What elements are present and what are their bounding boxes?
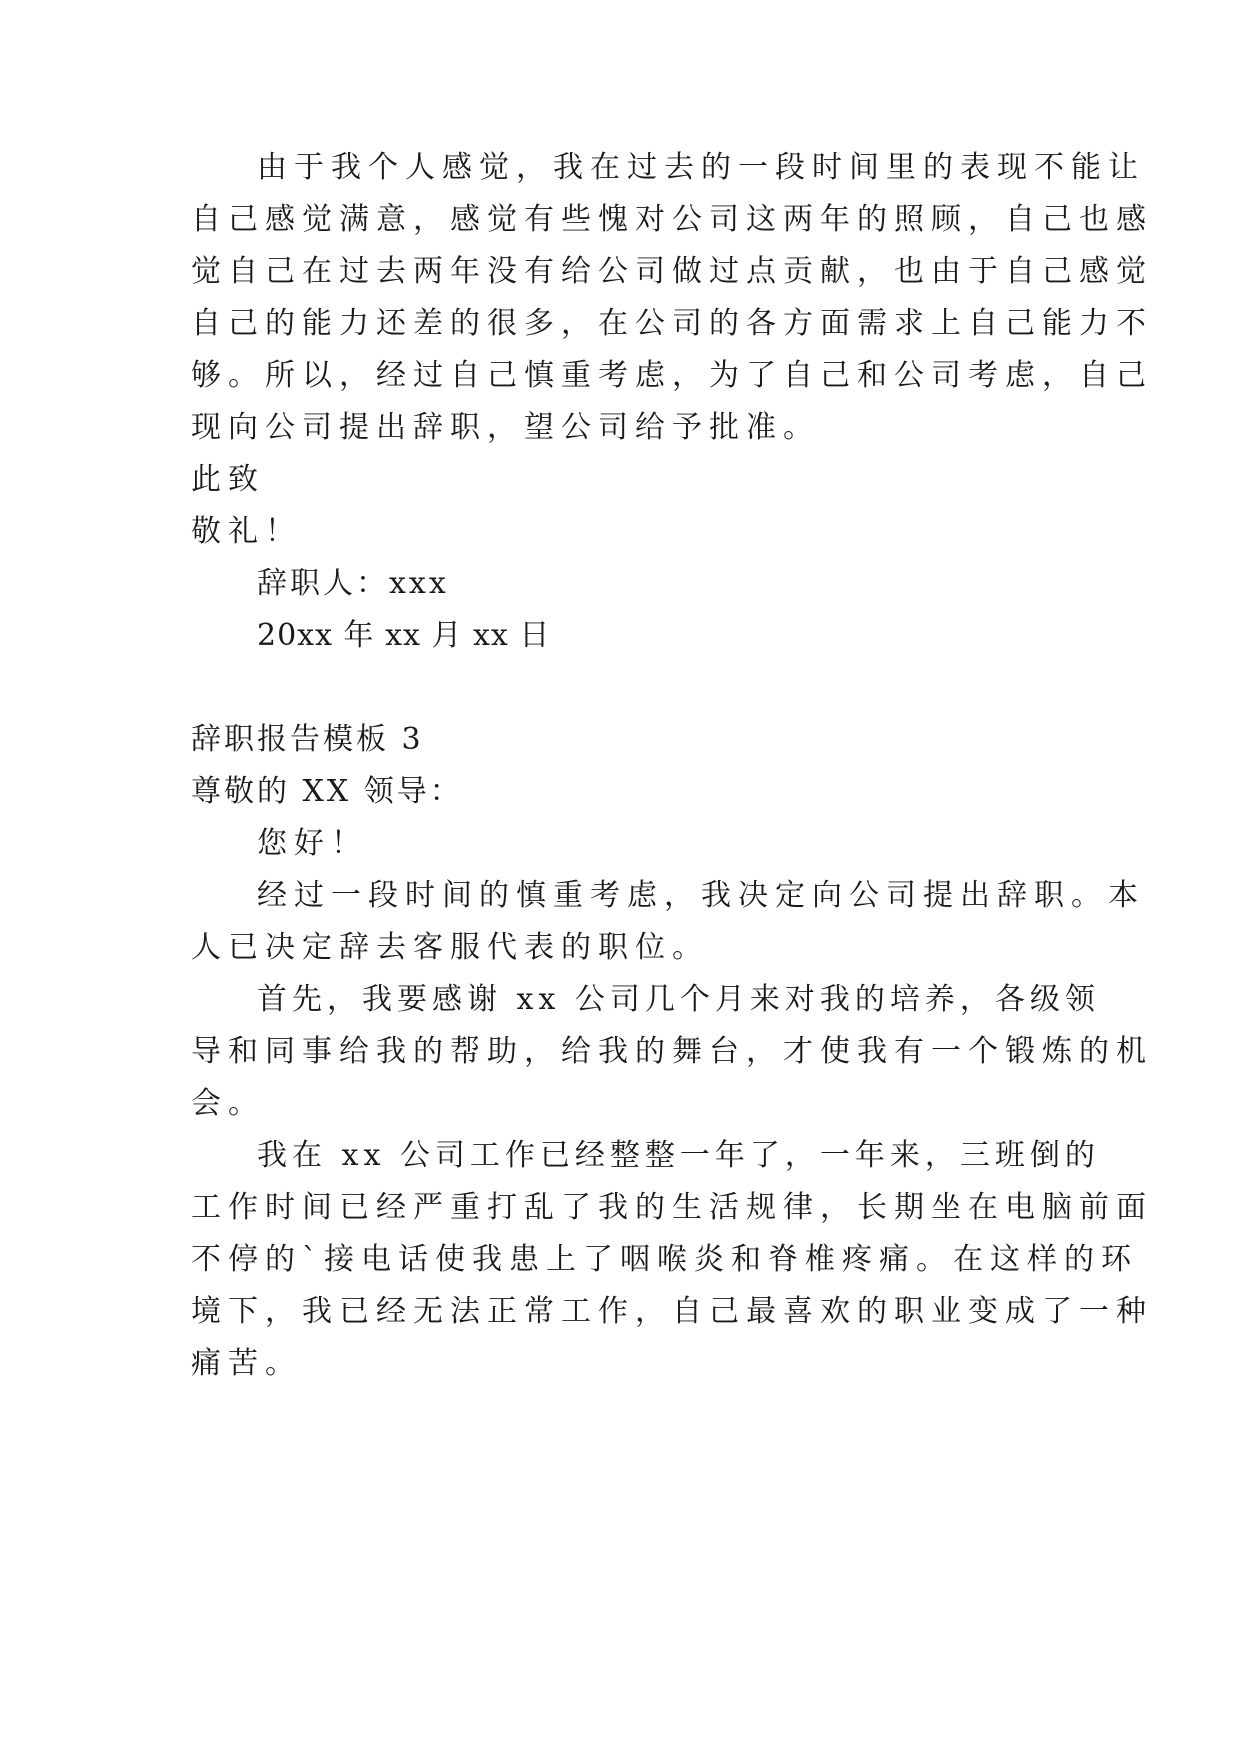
paragraph-line: 痛苦。	[191, 1346, 302, 1381]
paragraph-line: 觉自己在过去两年没有给公司做过点贡献，也由于自己感觉	[191, 254, 1153, 289]
paragraph-line: 自己的能力还差的很多，在公司的各方面需求上自己能力不	[191, 306, 1153, 341]
greeting: 您好！	[257, 826, 368, 861]
paragraph-line: 不停的`接电话使我患上了咽喉炎和脊椎疼痛。在这样的环	[191, 1242, 1138, 1277]
paragraph-line: 现向公司提出辞职，望公司给予批准。	[191, 410, 820, 445]
closing-line: 此致	[191, 462, 265, 497]
paragraph-line: 由于我个人感觉，我在过去的一段时间里的表现不能让	[257, 150, 1145, 185]
paragraph-line: 经过一段时间的慎重考虑，我决定向公司提出辞职。本	[257, 878, 1145, 913]
paragraph-line: 人已决定辞去客服代表的职位。	[191, 930, 709, 965]
paragraph-line: 导和同事给我的帮助，给我的舞台，才使我有一个锻炼的机	[191, 1034, 1153, 1069]
paragraph-line: 自己感觉满意，感觉有些愧对公司这两年的照顾，自己也感	[191, 202, 1153, 237]
paragraph-line: 会。	[191, 1086, 265, 1121]
paragraph-line: 首先，我要感谢 xx 公司几个月来对我的培养，各级领	[257, 982, 1100, 1017]
signer-line: 辞职人：xxx	[257, 566, 449, 601]
paragraph-line: 我在 xx 公司工作已经整整一年了，一年来，三班倒的	[257, 1138, 1100, 1173]
salutation: 尊敬的 XX 领导：	[191, 774, 463, 809]
paragraph-line: 够。所以，经过自己慎重考虑，为了自己和公司考虑，自己	[191, 358, 1153, 393]
section-title: 辞职报告模板 3	[191, 722, 424, 757]
closing-line: 敬礼！	[191, 514, 302, 549]
paragraph-line: 工作时间已经严重打乱了我的生活规律，长期坐在电脑前面	[191, 1190, 1153, 1225]
date-line: 20xx 年 xx 月 xx 日	[257, 618, 551, 653]
paragraph-line: 境下，我已经无法正常工作，自己最喜欢的职业变成了一种	[191, 1294, 1153, 1329]
